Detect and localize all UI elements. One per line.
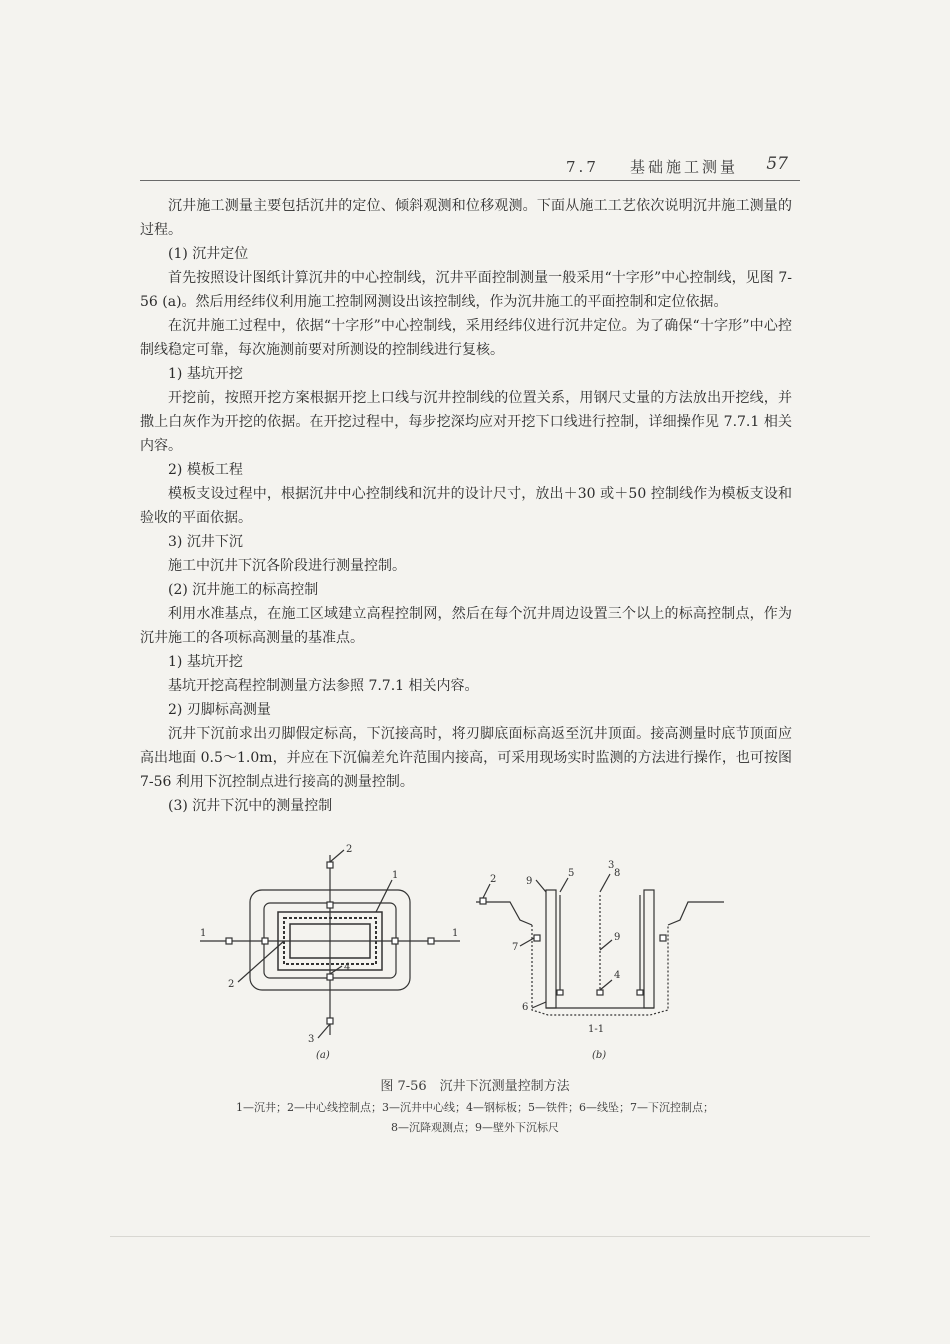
settlement-control-point bbox=[534, 935, 540, 941]
subheading: (3) 沉井下沉中的测量控制 bbox=[168, 798, 333, 814]
paragraph: 沉井下沉前求出刃脚假定标高，下沉接高时，将刃脚底面标高返至沉井顶面。接高测量时底节顶面应高出地面 0.5～1.0m，并应在下沉偏差允许范围内接高，可采用现场实时监测的方法进行操作，也可按图 7-56 利用下沉控制点进行接高的测量控制。 bbox=[140, 726, 792, 790]
label-b-2: 2 bbox=[490, 874, 497, 885]
label-b-4: 4 bbox=[614, 970, 621, 981]
page-bottom-rule bbox=[110, 1236, 870, 1237]
label-1-left: 1 bbox=[200, 928, 207, 939]
control-point bbox=[327, 1018, 333, 1024]
label-4: 4 bbox=[344, 962, 351, 973]
subheading: 2) 刃脚标高测量 bbox=[168, 702, 271, 718]
label-2-left: 2 bbox=[228, 979, 235, 990]
label-b-3: 3 bbox=[608, 860, 615, 871]
subheading: (2) 沉井施工的标高控制 bbox=[168, 582, 319, 598]
control-point bbox=[327, 974, 333, 980]
subheading: 2) 模板工程 bbox=[168, 462, 243, 478]
section-label: 1-1 bbox=[588, 1024, 605, 1035]
paragraph: 在沉井施工过程中，依据“十字形”中心控制线，采用经纬仪进行沉井定位。为了确保“十字形”中心控制线稳定可靠，每次施测前要对所测设的控制线进行复核。 bbox=[140, 318, 792, 358]
label-b-5: 5 bbox=[568, 868, 575, 879]
settlement-control-point bbox=[660, 935, 666, 941]
figure-7-56 bbox=[180, 840, 780, 1070]
label-b-6: 6 bbox=[522, 1002, 529, 1013]
label-b-9: 9 bbox=[614, 932, 621, 943]
caisson-wall-right bbox=[644, 890, 654, 1008]
steel-target-plate bbox=[597, 990, 603, 995]
subheading: 3) 沉井下沉 bbox=[168, 534, 243, 550]
legend-line: 8—沉降观测点；9—壁外下沉标尺 bbox=[391, 1121, 559, 1134]
leader-line bbox=[536, 880, 546, 892]
label-1-right: 1 bbox=[452, 928, 459, 939]
ground-line-left bbox=[476, 902, 532, 925]
ground-line-right bbox=[668, 902, 724, 925]
figure-a-plan-view bbox=[200, 850, 460, 1038]
leader-line bbox=[600, 980, 612, 990]
label-2-top: 2 bbox=[346, 844, 353, 855]
label-b-9-top: 9 bbox=[526, 876, 533, 887]
control-point bbox=[226, 938, 232, 944]
figure-b-sublabel: (b) bbox=[592, 1050, 607, 1061]
leader-line bbox=[330, 850, 344, 862]
page-header bbox=[140, 150, 800, 181]
control-point bbox=[262, 938, 268, 944]
paragraph: 开挖前，按照开挖方案根据开挖上口线与沉井控制线的位置关系，用钢尺丈量的方法放出开挖线，并撒上白灰作为开挖的依据。在开挖过程中，每步挖深均应对开挖下口线进行控制，详细操作见 7.7.1 相关内容。 bbox=[140, 390, 792, 454]
label-3: 3 bbox=[308, 1034, 315, 1045]
label-1-caisson: 1 bbox=[392, 870, 399, 881]
figure-legend bbox=[150, 1098, 800, 1138]
leader-line bbox=[560, 878, 568, 892]
leader-line bbox=[238, 941, 284, 982]
plumb-bob bbox=[637, 990, 643, 995]
figure-a-sublabel: (a) bbox=[316, 1050, 330, 1061]
paragraph: 基坑开挖高程控制测量方法参照 7.7.1 相关内容。 bbox=[168, 678, 479, 694]
control-point bbox=[327, 902, 333, 908]
control-point bbox=[327, 862, 333, 868]
leader-line bbox=[318, 1024, 330, 1038]
paragraph: 模板支设过程中，根据沉井中心控制线和沉井的设计尺寸，放出＋30 或＋50 控制线作为模板支设和验收的平面依据。 bbox=[140, 486, 792, 526]
excavation-pit bbox=[532, 925, 668, 1015]
page-number: 57 bbox=[766, 154, 788, 174]
centerline-control-point bbox=[480, 898, 486, 904]
leader-line bbox=[600, 874, 610, 892]
subheading: 1) 基坑开挖 bbox=[168, 654, 243, 670]
paragraph: 施工中沉井下沉各阶段进行测量控制。 bbox=[168, 558, 406, 574]
subheading: 1) 基坑开挖 bbox=[168, 366, 243, 382]
header-section: 7.7 bbox=[566, 158, 599, 176]
plumb-bob bbox=[557, 990, 563, 995]
leader-line bbox=[532, 1002, 546, 1008]
body-text bbox=[140, 194, 792, 818]
control-point bbox=[428, 938, 434, 944]
header-title-text: 基础施工测量 bbox=[629, 158, 738, 176]
leader-line bbox=[376, 880, 392, 912]
paragraph: 利用水准基点，在施工区域建立高程控制网，然后在每个沉井周边设置三个以上的标高控制点，作为沉井施工的各项标高测量的基准点。 bbox=[140, 606, 792, 646]
header-title bbox=[566, 156, 738, 177]
paragraph: 首先按照设计图纸计算沉井的中心控制线，沉井平面控制测量一般采用“十字形”中心控制线，见图 7-56 (a)。然后用经纬仪利用施工控制网测设出该控制线，作为沉井施工的平面控制和定位依据。 bbox=[140, 270, 792, 310]
paragraph: 沉井施工测量主要包括沉井的定位、倾斜观测和位移观测。下面从施工工艺依次说明沉井施工测量的过程。 bbox=[140, 198, 792, 238]
label-b-8: 8 bbox=[614, 868, 621, 879]
label-b-7: 7 bbox=[512, 942, 519, 953]
leader-line bbox=[600, 940, 612, 950]
legend-line: 1—沉井；2—中心线控制点；3—沉井中心线；4—钢标板；5—铁件；6—线坠；7—下沉控制点； bbox=[236, 1101, 714, 1114]
caisson-wall-left bbox=[546, 890, 556, 1008]
control-point bbox=[392, 938, 398, 944]
leader-line bbox=[483, 884, 490, 898]
subheading: (1) 沉井定位 bbox=[168, 246, 249, 262]
figure-caption: 图 7-56 沉井下沉测量控制方法 bbox=[380, 1079, 570, 1094]
